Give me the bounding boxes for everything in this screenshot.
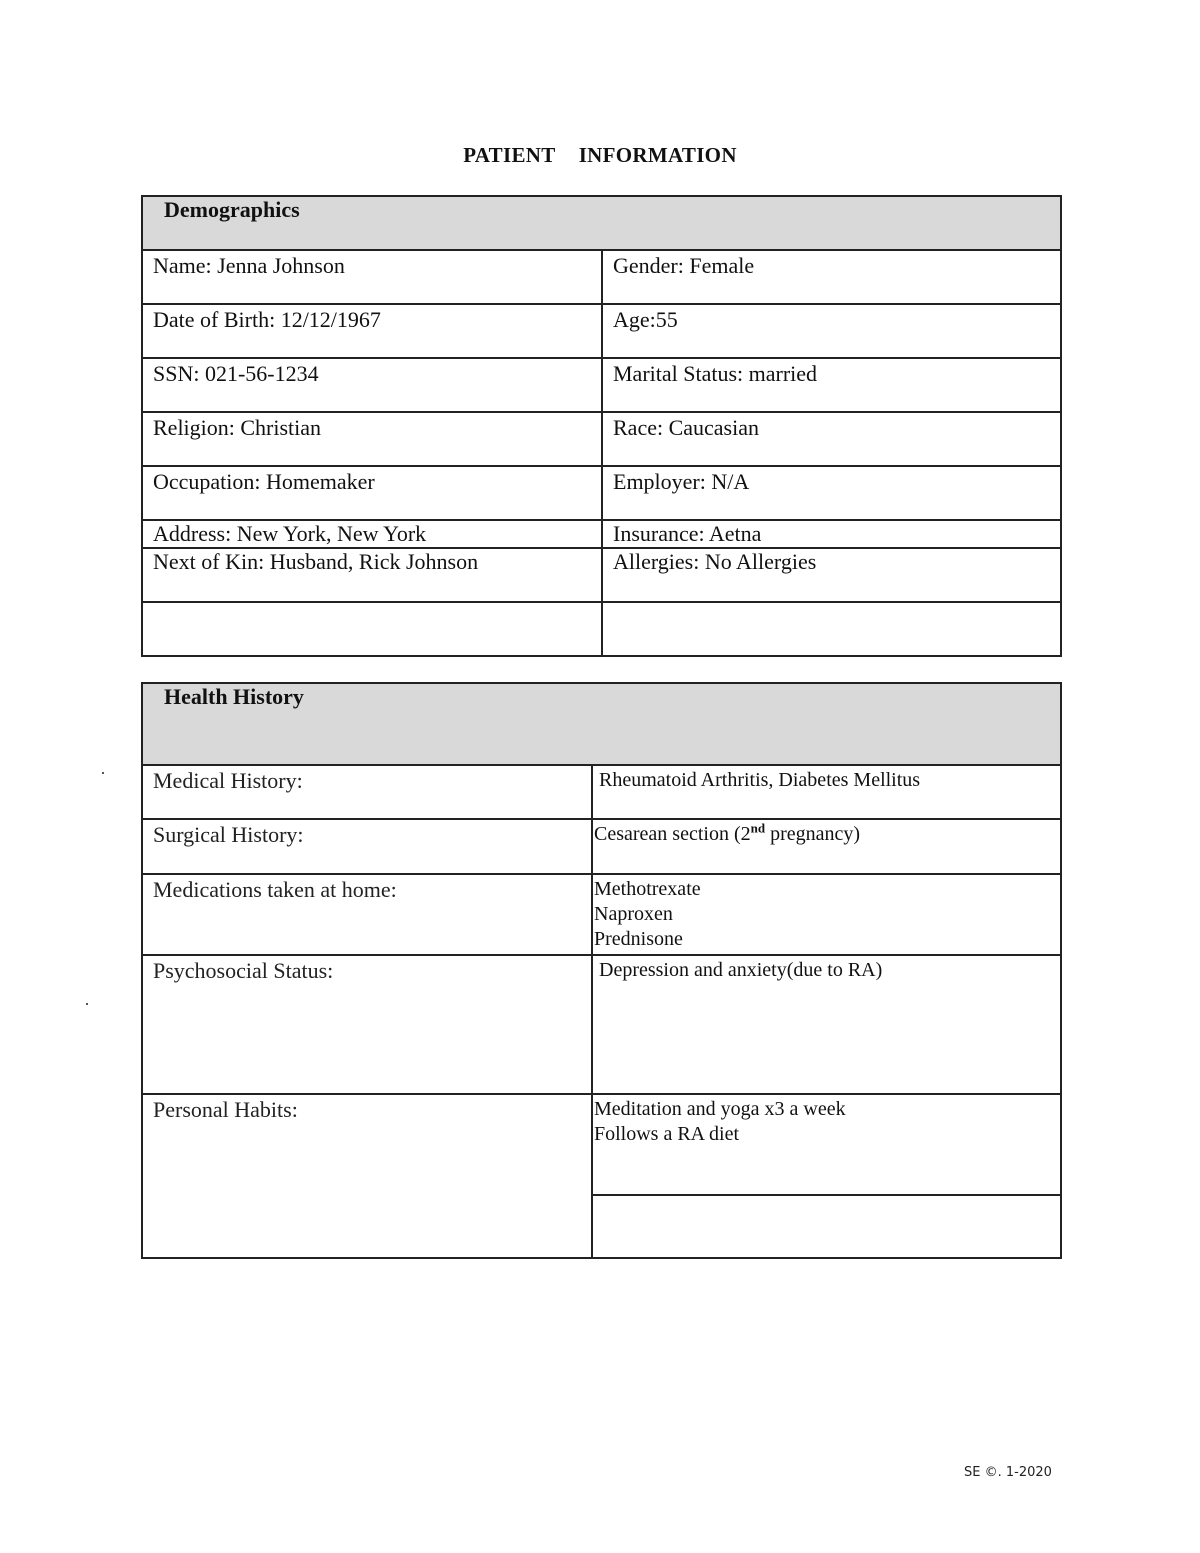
health-history-table <box>141 682 1062 1259</box>
medical-history-value: Rheumatoid Arthritis, Diabetes Mellitus <box>592 765 1061 819</box>
medication-item: Naproxen <box>594 903 673 925</box>
race-field: Race: Caucasian <box>602 412 1061 466</box>
age-field: Age:55 <box>602 304 1061 358</box>
surgical-history-value <box>592 819 1061 874</box>
religion-field: Religion: Christian <box>142 412 602 466</box>
health-history-header: Health History <box>142 683 1061 765</box>
footer-copyright: SE ©. 1-2020 <box>964 1465 1052 1480</box>
empty-cell-left <box>142 602 602 656</box>
stray-dot <box>86 1003 88 1005</box>
empty-cell-extra <box>592 1195 1061 1258</box>
medication-item: Prednisone <box>594 928 683 950</box>
psychosocial-status-value: Depression and anxiety(due to RA) <box>592 955 1061 1094</box>
marital-status-field: Marital Status: married <box>602 358 1061 412</box>
surgical-superscript: nd <box>750 820 766 836</box>
habit-item: Meditation and yoga x3 a week <box>594 1098 846 1120</box>
address-field: Address: New York, New York <box>142 520 602 548</box>
occupation-field: Occupation: Homemaker <box>142 466 602 520</box>
empty-cell-right <box>602 602 1061 656</box>
medication-item: Methotrexate <box>594 878 701 900</box>
gender-field: Gender: Female <box>602 250 1061 304</box>
surgical-history-label: Surgical History: <box>142 819 592 874</box>
medical-history-label: Medical History: <box>142 765 592 819</box>
medications-label: Medications taken at home: <box>142 874 592 955</box>
surgical-suffix: pregnancy) <box>765 823 861 845</box>
employer-field: Employer: N/A <box>602 466 1061 520</box>
insurance-field: Insurance: Aetna <box>602 520 1061 548</box>
stray-dot <box>102 772 104 774</box>
personal-habits-list <box>592 1094 1061 1195</box>
page-title: PATIENT INFORMATION <box>463 143 737 167</box>
name-field: Name: Jenna Johnson <box>142 250 602 304</box>
personal-habits-label: Personal Habits: <box>142 1094 592 1258</box>
dob-field: Date of Birth: 12/12/1967 <box>142 304 602 358</box>
medications-list <box>592 874 1061 955</box>
allergies-field: Allergies: No Allergies <box>602 548 1061 602</box>
psychosocial-status-label: Psychosocial Status: <box>142 955 592 1094</box>
demographics-header: Demographics <box>142 196 1061 250</box>
demographics-table <box>141 195 1062 657</box>
next-of-kin-field: Next of Kin: Husband, Rick Johnson <box>142 548 602 602</box>
surgical-prefix: Cesarean section (2 <box>594 823 751 845</box>
habit-item: Follows a RA diet <box>594 1123 740 1145</box>
ssn-field: SSN: 021-56-1234 <box>142 358 602 412</box>
